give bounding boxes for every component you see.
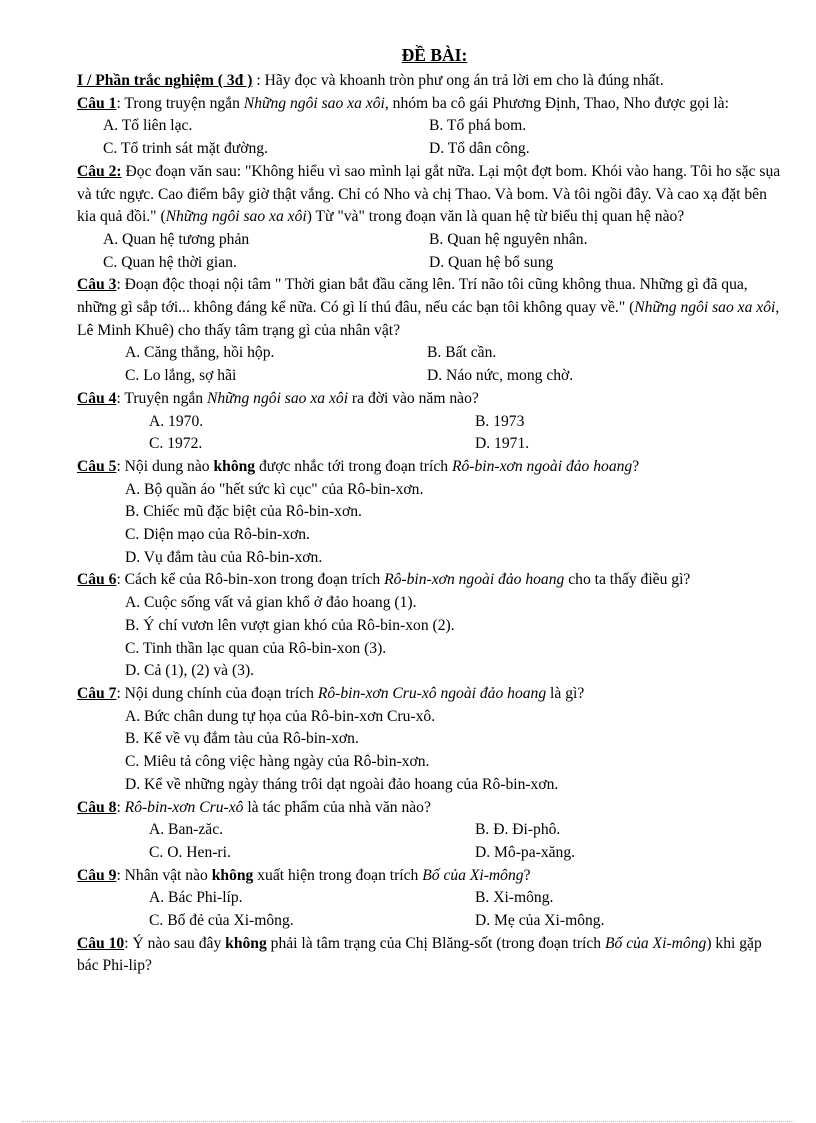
question-9-options-row-1 [77, 887, 782, 910]
question-8-text-end: là tác phẩm của nhà văn nào? [243, 798, 431, 816]
question-5-emphasis: không [213, 457, 256, 475]
option-c[interactable]: C. Lo lắng, sợ hãi [125, 367, 237, 385]
option-b[interactable]: B. Quan hệ nguyên nhân. [429, 230, 588, 248]
page-title: ĐỀ BÀI: [401, 45, 468, 65]
question-3 [77, 274, 782, 342]
option-c[interactable]: C. O. Hen-ri. [149, 843, 231, 861]
exam-page [77, 40, 782, 978]
question-1-options-row-2 [77, 138, 782, 161]
question-4-label: Câu 4 [77, 389, 117, 407]
question-1-text: : Trong truyện ngắn [116, 94, 244, 112]
option-d[interactable]: D. Quan hệ bổ sung [429, 253, 554, 271]
question-6-text-end: cho ta thấy điều gì? [564, 571, 691, 589]
question-4-text: : Truyện ngắn [116, 389, 207, 407]
question-10-work-title: Bố của Xi-mông [604, 934, 707, 952]
option-a[interactable]: A. Ban-zăc. [149, 821, 224, 839]
option-d[interactable]: D. Kể về những ngày tháng trôi dạt ngoài đảo hoang của Rô-bin-xơn. [125, 775, 559, 793]
question-1-text-end: , nhóm ba cô gái Phương Định, Thao, Nho được gọi là: [384, 94, 729, 112]
question-4-work-title: Những ngôi sao xa xôi [206, 389, 349, 407]
question-6-label: Câu 6 [77, 571, 117, 589]
option-d[interactable]: D. Tổ dân công. [429, 140, 530, 158]
option-b[interactable]: B. Ý chí vươn lên vượt gian khó của Rô-bin-xon (2). [125, 616, 455, 634]
question-3-text-end: , Lê Minh Khuê) cho thấy tâm trạng gì của nhân vật? [77, 299, 780, 339]
option-b[interactable]: B. Chiếc mũ đặc biệt của Rô-bin-xơn. [125, 503, 362, 521]
question-9-text-mid: xuất hiện trong đoạn trích [253, 866, 423, 884]
question-5-work-title: Rô-bin-xơn ngoài đảo hoang [451, 457, 633, 475]
question-2 [77, 161, 782, 229]
question-7 [77, 683, 782, 706]
option-d[interactable]: D. Cả (1), (2) và (3). [125, 662, 255, 680]
question-10-emphasis: không [225, 934, 267, 952]
question-8-work-title: Rô-bin-xơn Cru-xô [124, 798, 244, 816]
option-c[interactable]: C. Diện mạo của Rô-bin-xơn. [125, 526, 310, 544]
question-8 [77, 797, 782, 820]
question-8-label: Câu 8 [77, 798, 117, 816]
question-9 [77, 865, 782, 888]
question-3-options-row-1 [77, 342, 782, 365]
question-2-options-row-1 [77, 229, 782, 252]
question-7-label: Câu 7 [77, 684, 117, 702]
question-10-text: : Ý nào sau đây [124, 934, 226, 952]
question-5 [77, 456, 782, 479]
option-a[interactable]: A. Quan hệ tương phản [103, 230, 250, 248]
question-5-text-end: ? [632, 457, 640, 475]
question-4-text-end: ra đời vào năm nào? [348, 389, 479, 407]
section-label: I / Phần trắc nghiệm ( 3đ ) [77, 72, 253, 89]
question-7-work-title: Rô-bin-xơn Cru-xô ngoài đảo hoang [317, 684, 547, 702]
question-10 [77, 933, 782, 978]
question-2-text: Đọc đoạn văn sau: "Không hiểu vì sao mình lại gắt nữa. Lại một đợt bom. Khói vào hang. Tôi ho sặc sụa và tức ngực. Cao điểm bây giờ thật vắng. Chỉ có Nho và chị Thao. Và bom. Và tôi ngồi đây. Và cao xạ đặt bên kia quả đồi." ( [77, 162, 781, 226]
option-d[interactable]: D. Náo nức, mong chờ. [427, 367, 574, 385]
option-a[interactable]: A. Tổ liên lạc. [103, 117, 193, 135]
question-9-work-title: Bố của Xi-mông [422, 866, 524, 884]
option-a[interactable]: A. Bức chân dung tự họa của Rô-bin-xơn Cru-xô. [125, 707, 436, 725]
question-4-options-row-2 [77, 433, 782, 456]
option-c[interactable]: C. Tổ trinh sát mặt đường. [103, 140, 268, 158]
option-a[interactable]: A. 1970. [149, 412, 204, 430]
option-c[interactable]: C. Miêu tả công việc hàng ngày của Rô-bin-xơn. [125, 753, 430, 771]
page-bottom-divider [22, 1121, 794, 1122]
question-8-text: : [116, 798, 125, 816]
option-a[interactable]: A. Căng thẳng, hồi hộp. [125, 344, 275, 362]
option-d[interactable]: D. Mô-pa-xăng. [475, 843, 576, 861]
option-b[interactable]: B. Bất cần. [427, 344, 497, 362]
section-text: : Hãy đọc và khoanh tròn phư ong án trả lời em cho là đúng nhất. [252, 72, 664, 89]
option-c[interactable]: C. Quan hệ thời gian. [103, 253, 237, 271]
question-1-label: Câu 1 [77, 94, 117, 112]
option-a[interactable]: A. Cuộc sống vất vả gian khổ ở đảo hoang (1). [125, 594, 417, 612]
option-d[interactable]: D. Vụ đắm tàu của Rô-bin-xơn. [125, 548, 323, 566]
question-9-options-row-2 [77, 910, 782, 933]
question-8-options-row-1 [77, 819, 782, 842]
question-6 [77, 569, 782, 592]
question-1 [77, 93, 782, 116]
question-5-text-mid: được nhắc tới trong đoạn trích [255, 457, 452, 475]
question-2-label: Câu 2: [77, 162, 122, 180]
question-9-text-end: ? [523, 866, 531, 884]
question-1-options-row-1 [77, 115, 782, 138]
section-instructions [77, 70, 782, 93]
question-4-options-row-1 [77, 411, 782, 434]
question-4 [77, 388, 782, 411]
question-10-label: Câu 10 [77, 934, 125, 952]
option-a[interactable]: A. Bộ quần áo "hết sức kì cục" của Rô-bin-xơn. [125, 480, 424, 498]
question-3-work-title: Những ngôi sao xa xôi [634, 299, 776, 317]
question-6-work-title: Rô-bin-xơn ngoài đảo hoang [384, 571, 565, 589]
option-b[interactable]: B. Tổ phá bom. [429, 117, 527, 135]
question-9-label: Câu 9 [77, 866, 117, 884]
question-9-emphasis: không [211, 866, 254, 884]
option-d[interactable]: D. Mẹ của Xi-mông. [475, 912, 605, 930]
question-2-options-row-2 [77, 252, 782, 275]
option-d[interactable]: D. 1971. [475, 435, 530, 453]
question-8-options-row-2 [77, 842, 782, 865]
option-c[interactable]: C. Tinh thần lạc quan của Rô-bin-xon (3). [125, 639, 387, 657]
question-10-text-mid: phải là tâm trạng của Chị Blăng-sốt (trong đoạn trích [266, 934, 605, 952]
question-5-text: : Nội dung nào [116, 457, 214, 475]
question-3-label: Câu 3 [77, 276, 117, 294]
question-7-text: : Nội dung chính của đoạn trích [116, 684, 318, 702]
question-2-text-end: ) Từ "và" trong đoạn văn là quan hệ từ biểu thị quan hệ nào? [306, 208, 685, 226]
option-b[interactable]: B. Kể về vụ đắm tàu của Rô-bin-xơn. [125, 730, 359, 748]
question-9-text: : Nhân vật nào [116, 866, 212, 884]
option-b[interactable]: B. 1973 [475, 412, 525, 430]
question-3-options-row-2 [77, 365, 782, 388]
option-c[interactable]: C. Bố đẻ của Xi-mông. [149, 912, 294, 930]
option-a[interactable]: A. Bác Phi-líp. [149, 889, 243, 907]
option-b[interactable]: B. Xi-mông. [475, 889, 554, 907]
question-6-text: : Cách kể của Rô-bin-xon trong đoạn trích [116, 571, 385, 589]
option-c[interactable]: C. 1972. [149, 435, 203, 453]
question-3-text: : Đoạn độc thoại nội tâm " Thời gian bắt đầu căng lên. Trí não tôi cũng không thua. Những gì đã qua, những gì sắp tới... không đáng kể nữa. Có gì lí thú đâu, nếu các bạn tôi không quay về." ( [77, 276, 748, 317]
question-5-label: Câu 5 [77, 457, 117, 475]
question-2-work-title: Những ngôi sao xa xôi [165, 208, 307, 226]
question-7-text-end: là gì? [546, 684, 585, 702]
question-1-work-title: Những ngôi sao xa xôi [243, 94, 385, 112]
question-10-text-end: ) khi gặp bác Phi-lip? [77, 934, 762, 975]
option-b[interactable]: B. Đ. Đi-phô. [475, 821, 561, 839]
